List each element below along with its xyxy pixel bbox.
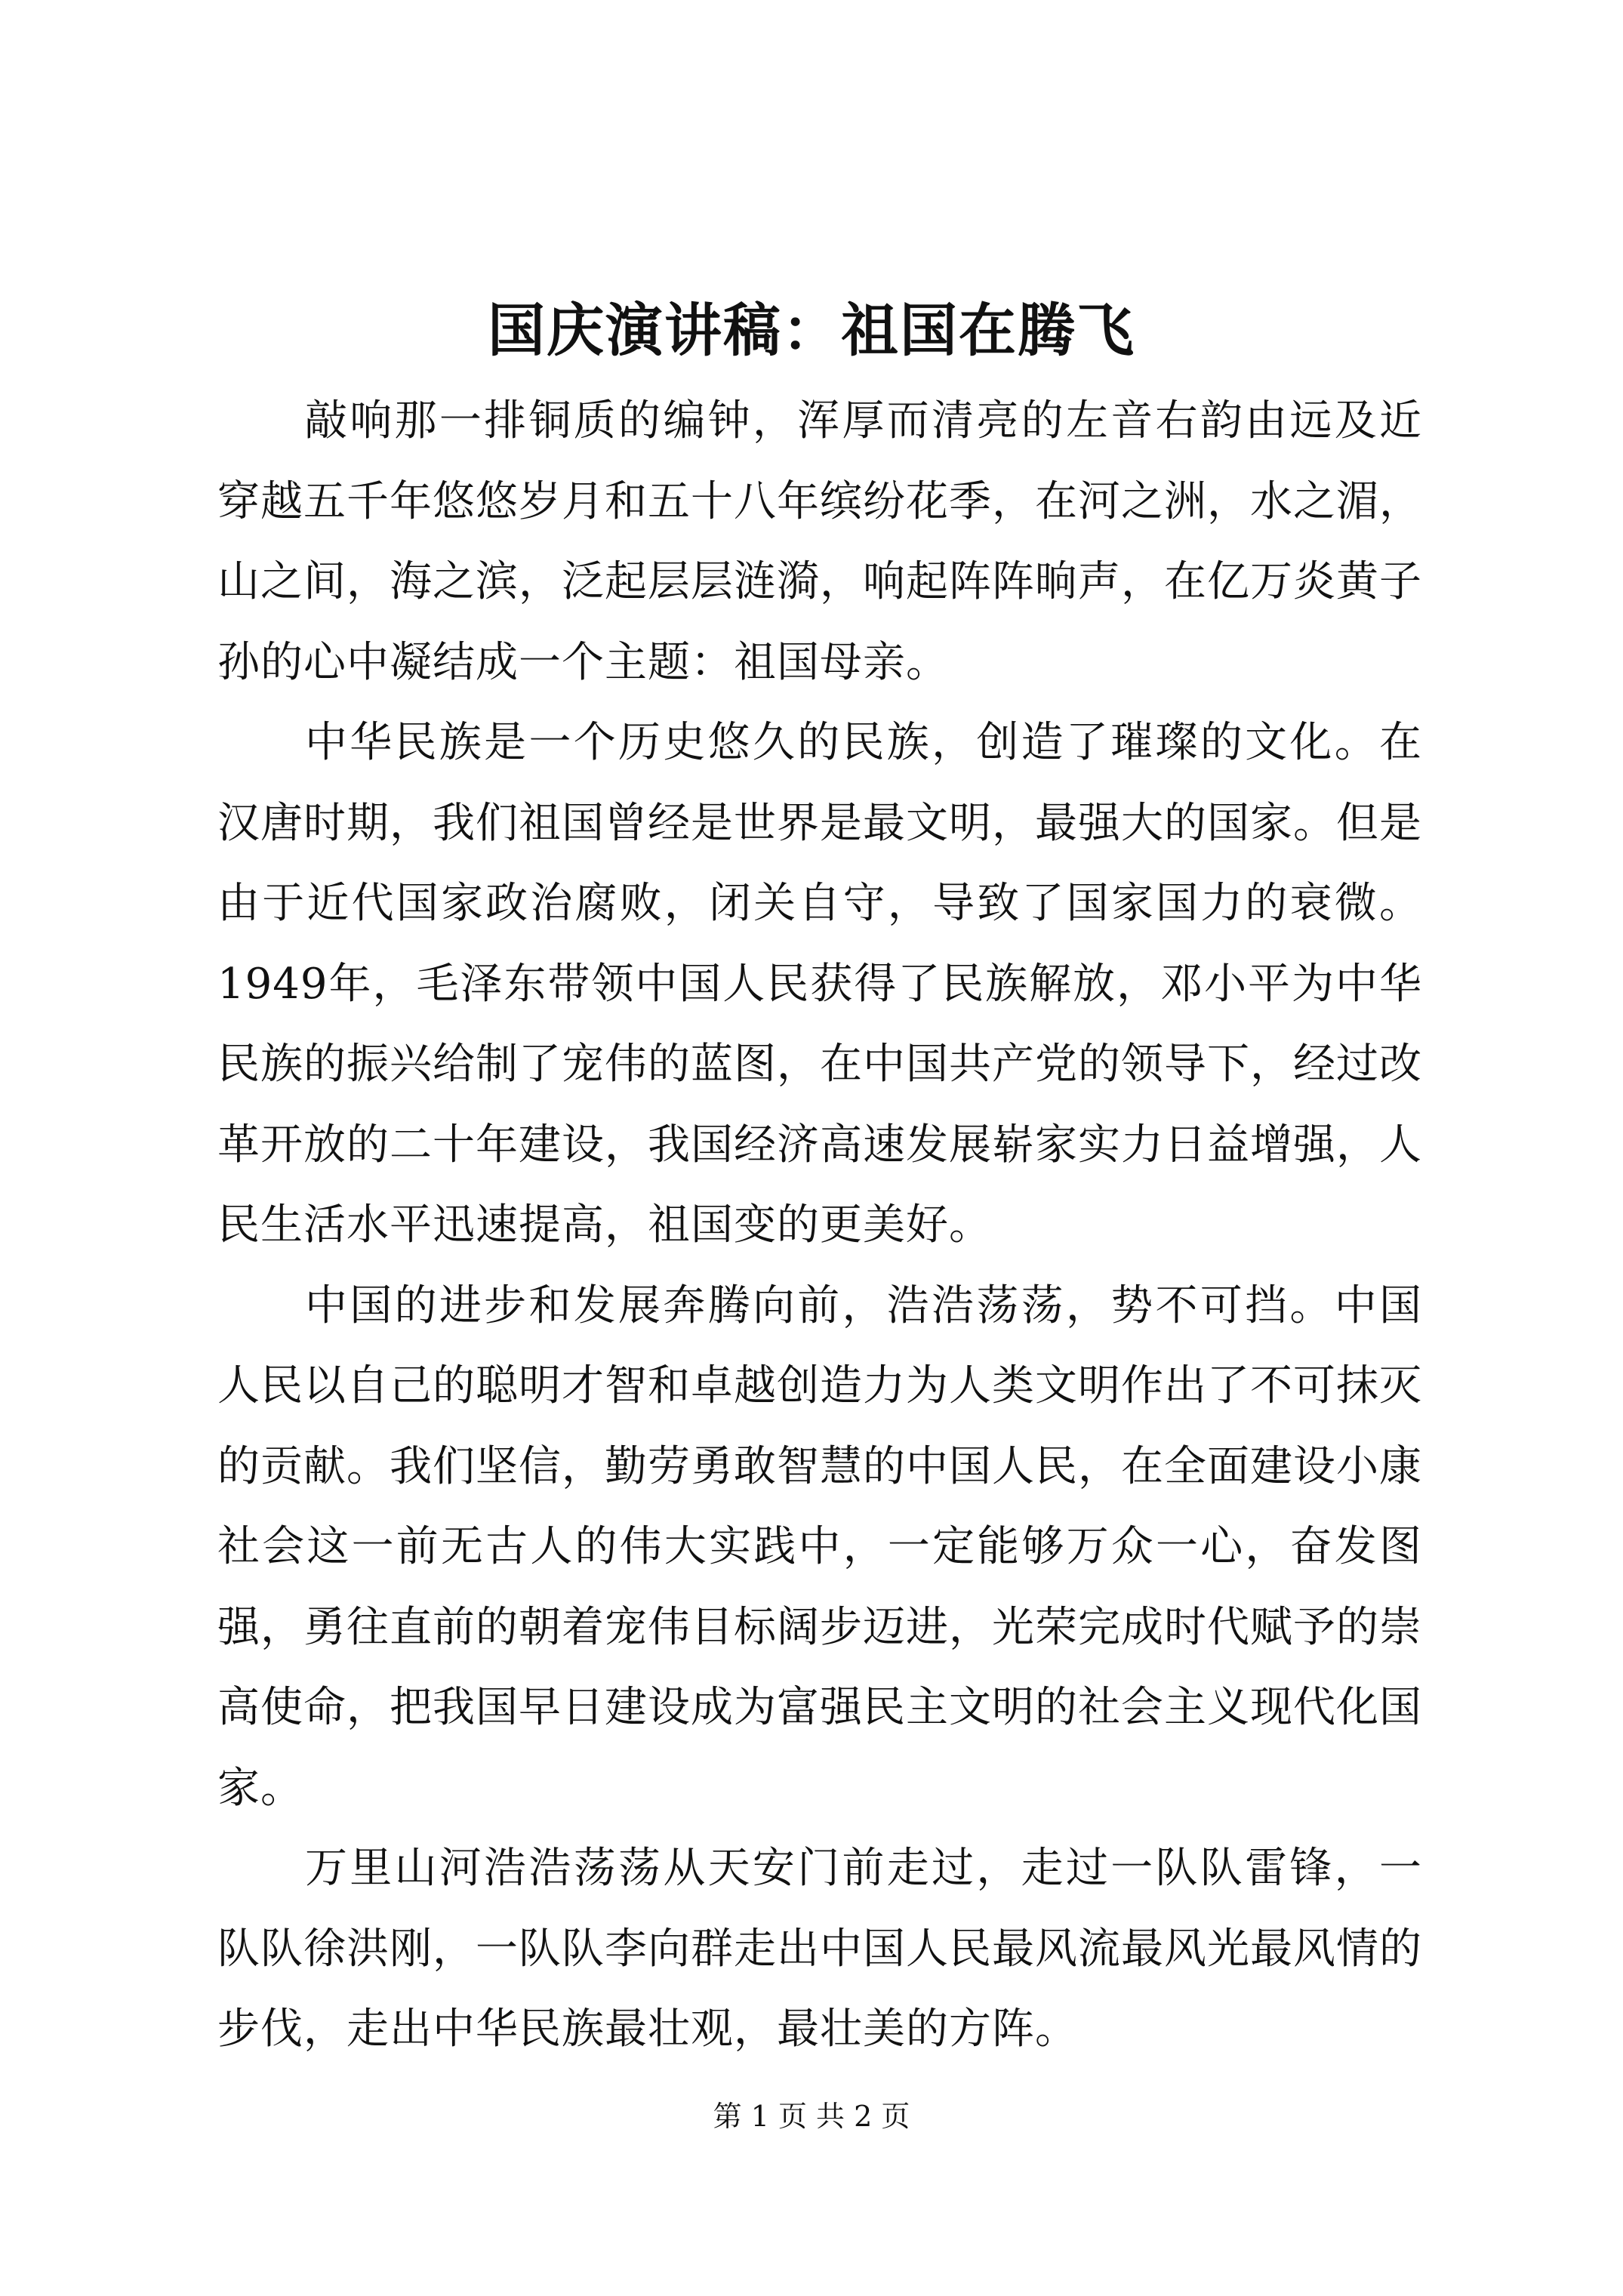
document-title: 国庆演讲稿：祖国在腾飞: [488, 297, 1135, 364]
paragraph-4: 万里山河浩浩荡荡从天安门前走过，走过一队队雷锋，一队队徐洪刚，一队队李向群走出中国人民最风流最风光最风情的步伐，走出中华民族最壮观，最壮美的方阵。: [217, 1844, 1422, 2054]
paragraph-1: 敲响那一排铜质的编钟，浑厚而清亮的左音右韵由远及近穿越五千年悠悠岁月和五十八年缤纷花季，在河之洲，水之湄，山之间，海之滨，泛起层层涟漪，响起阵阵晌声，在亿万炎黄子孙的心中凝结成一个主题：祖国母亲。: [217, 396, 1422, 687]
page-footer: 第 1 页 共 2 页: [713, 2100, 910, 2133]
paragraph-2: 中华民族是一个历史悠久的民族，创造了璀璨的文化。在汉唐时期，我们祖国曾经是世界是最文明，最强大的国家。但是由于近代国家政治腐败，闭关自守，导致了国家国力的衰微。1949年，毛泽东带领中国人民获得了民族解放，邓小平为中华民族的振兴给制了宠伟的蓝图，在中国共产党的领导下，经过改革开放的二十年建设，我国经济高速发展崭家实力日益增强，人民生活水平迅速提高，祖国变的更美好。: [217, 718, 1422, 1250]
paragraph-3: 中国的进步和发展奔腾向前，浩浩荡荡，势不可挡。中国人民以自己的聪明才智和卓越创造力为人类文明作出了不可抹灭的贡献。我们坚信，勤劳勇敢智慧的中国人民，在全面建设小康社会这一前无古人的伟大实践中，一定能够万众一心，奋发图强，勇往直前的朝着宠伟目标阔步迈进，光荣完成时代赋予的崇高使命，把我国早日建设成为富强民主文明的社会主义现代化国家。: [217, 1281, 1422, 1813]
document-body: [217, 381, 1422, 2070]
